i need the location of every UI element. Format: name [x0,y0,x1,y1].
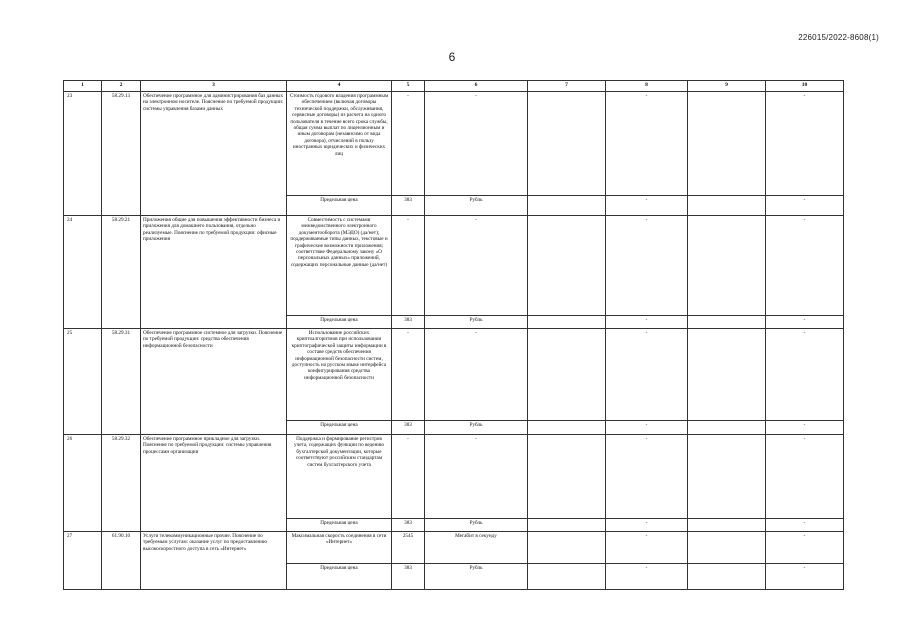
cell-5: - [392,92,425,196]
cell-5: - [392,216,425,316]
row-number: 27 [64,532,102,590]
cell-7 [528,329,606,421]
cell-9 [688,532,766,564]
cell-7 [528,421,606,435]
cell-8: - [606,532,688,564]
okpd-code: 58.29.31 [102,329,141,435]
requirements-table [63,80,844,590]
price-label: Предельная цена [287,564,392,590]
cell-7 [528,196,606,216]
cell-7 [528,564,606,590]
cell-9 [688,316,766,329]
cell-8: - [606,329,688,421]
cell-9 [688,421,766,435]
price-unit: Рубль [425,196,528,216]
row-number: 26 [64,435,102,532]
table-row [64,92,844,196]
cell-10: - [766,329,844,421]
cell-7 [528,316,606,329]
okpd-code: 58.29.32 [102,435,141,532]
price-code: 383 [392,196,425,216]
document-id: 226015/2022-8608(1) [798,33,879,42]
header-cell: 9 [688,81,766,92]
cell-10: - [766,519,844,532]
price-code: 383 [392,519,425,532]
price-unit: Рубль [425,564,528,590]
table-row [64,329,844,421]
cell-10: - [766,196,844,216]
okpd-code: 61.90.10 [102,532,141,590]
characteristic: Поддержка и формирование регистров учета, содержащих функции по ведению бухгалтерской документации, которые соответствуют российским стандартам систем бухгалтерского учета [287,435,392,519]
cell-10: - [766,435,844,519]
cell-10: - [766,316,844,329]
header-cell: 7 [528,81,606,92]
cell-9 [688,92,766,196]
cell-10: - [766,216,844,316]
header-cell: 2 [102,81,141,92]
row-number: 24 [64,216,102,329]
cell-7 [528,532,606,564]
table-row [64,532,844,564]
header-cell: 3 [141,81,287,92]
characteristic: Совместимость с системами межведомственного электронного документооборота (МЭДО) (да/нет); поддерживаемые типы данных, текстовые и графические возможности приложения; соответствие Федеральному закону «О персональных данных» приложений, содержащих персональные данные (да/нет) [287,216,392,316]
cell-5: 2545 [392,532,425,564]
cell-8: - [606,196,688,216]
product-name: Обеспечение программное прикладное для загрузки. Пояснение по требуемой продукции: системы управления процессами организации [141,435,287,532]
product-name: Услуги телекоммуникационные прочие. Пояснение по требуемым услугам: оказание услуг по предоставлению высокоскоростного доступа в сеть «Интернет» [141,532,287,590]
okpd-code: 58.29.13 [102,92,141,216]
cell-10: - [766,421,844,435]
cell-6: - [425,435,528,519]
cell-7 [528,216,606,316]
header-cell: 8 [606,81,688,92]
cell-8: - [606,421,688,435]
header-cell: 4 [287,81,392,92]
characteristic: Максимальная скорость соединения в сети «Интернет» [287,532,392,564]
price-code: 383 [392,421,425,435]
cell-8: - [606,564,688,590]
price-unit: Рубль [425,421,528,435]
cell-8: - [606,316,688,329]
cell-9 [688,435,766,519]
cell-8: - [606,519,688,532]
row-number: 23 [64,92,102,216]
product-name: Обеспечение программное системное для загрузки. Пояснение по требуемой продукции: средства обеспечения информационной безопасности [141,329,287,435]
cell-10: - [766,564,844,590]
header-cell: 10 [766,81,844,92]
cell-9 [688,196,766,216]
price-unit: Рубль [425,316,528,329]
cell-5: - [392,435,425,519]
table-row [64,435,844,519]
page-number: 6 [448,50,456,64]
cell-6: - [425,216,528,316]
cell-7 [528,519,606,532]
cell-10: - [766,92,844,196]
cell-8: - [606,92,688,196]
product-name: Приложения общие для повышения эффективности бизнеса и приложения для домашнего пользования, отдельно реализуемые. Пояснение по требуемой продукции: офисные приложения [141,216,287,329]
header-cell: 6 [425,81,528,92]
cell-9 [688,519,766,532]
cell-8: - [606,435,688,519]
cell-10: - [766,532,844,564]
price-unit: Рубль [425,519,528,532]
cell-9 [688,564,766,590]
cell-7 [528,435,606,519]
cell-9 [688,216,766,316]
cell-6: - [425,329,528,421]
price-code: 383 [392,564,425,590]
header-cell: 1 [64,81,102,92]
cell-6: - [425,92,528,196]
price-code: 383 [392,316,425,329]
product-name: Обеспечение программное для администрирования баз данных на электронном носителе. Пояснение по требуемой продукции: системы управления базами данных [141,92,287,216]
header-cell: 5 [392,81,425,92]
table-row [64,216,844,316]
characteristic: Использование российских криптоалгоритмов при использовании криптографической защиты информации в составе средств обеспечения информационной безопасности систем, доступность на русском языке интерфейса конфигурирования средства информационной безопасности [287,329,392,421]
price-label: Предельная цена [287,196,392,216]
price-label: Предельная цена [287,519,392,532]
cell-5: - [392,329,425,421]
header-row [64,81,844,92]
cell-9 [688,329,766,421]
characteristic: Стоимость годового владения программным обеспечением (включая договоры технической поддержки, обслуживания, сервисные договоры) из расчета на одного пользователя в течение всего срока службы, общая сумма выплат по лицензионным и иным договорам (независимо от вида договора), отчислений в пользу иностранных юридических и физических лиц [287,92,392,196]
price-label: Предельная цена [287,421,392,435]
price-label: Предельная цена [287,316,392,329]
cell-6: Мегабит в секунду [425,532,528,564]
row-number: 25 [64,329,102,435]
cell-7 [528,92,606,196]
cell-8: - [606,216,688,316]
okpd-code: 58.29.21 [102,216,141,329]
